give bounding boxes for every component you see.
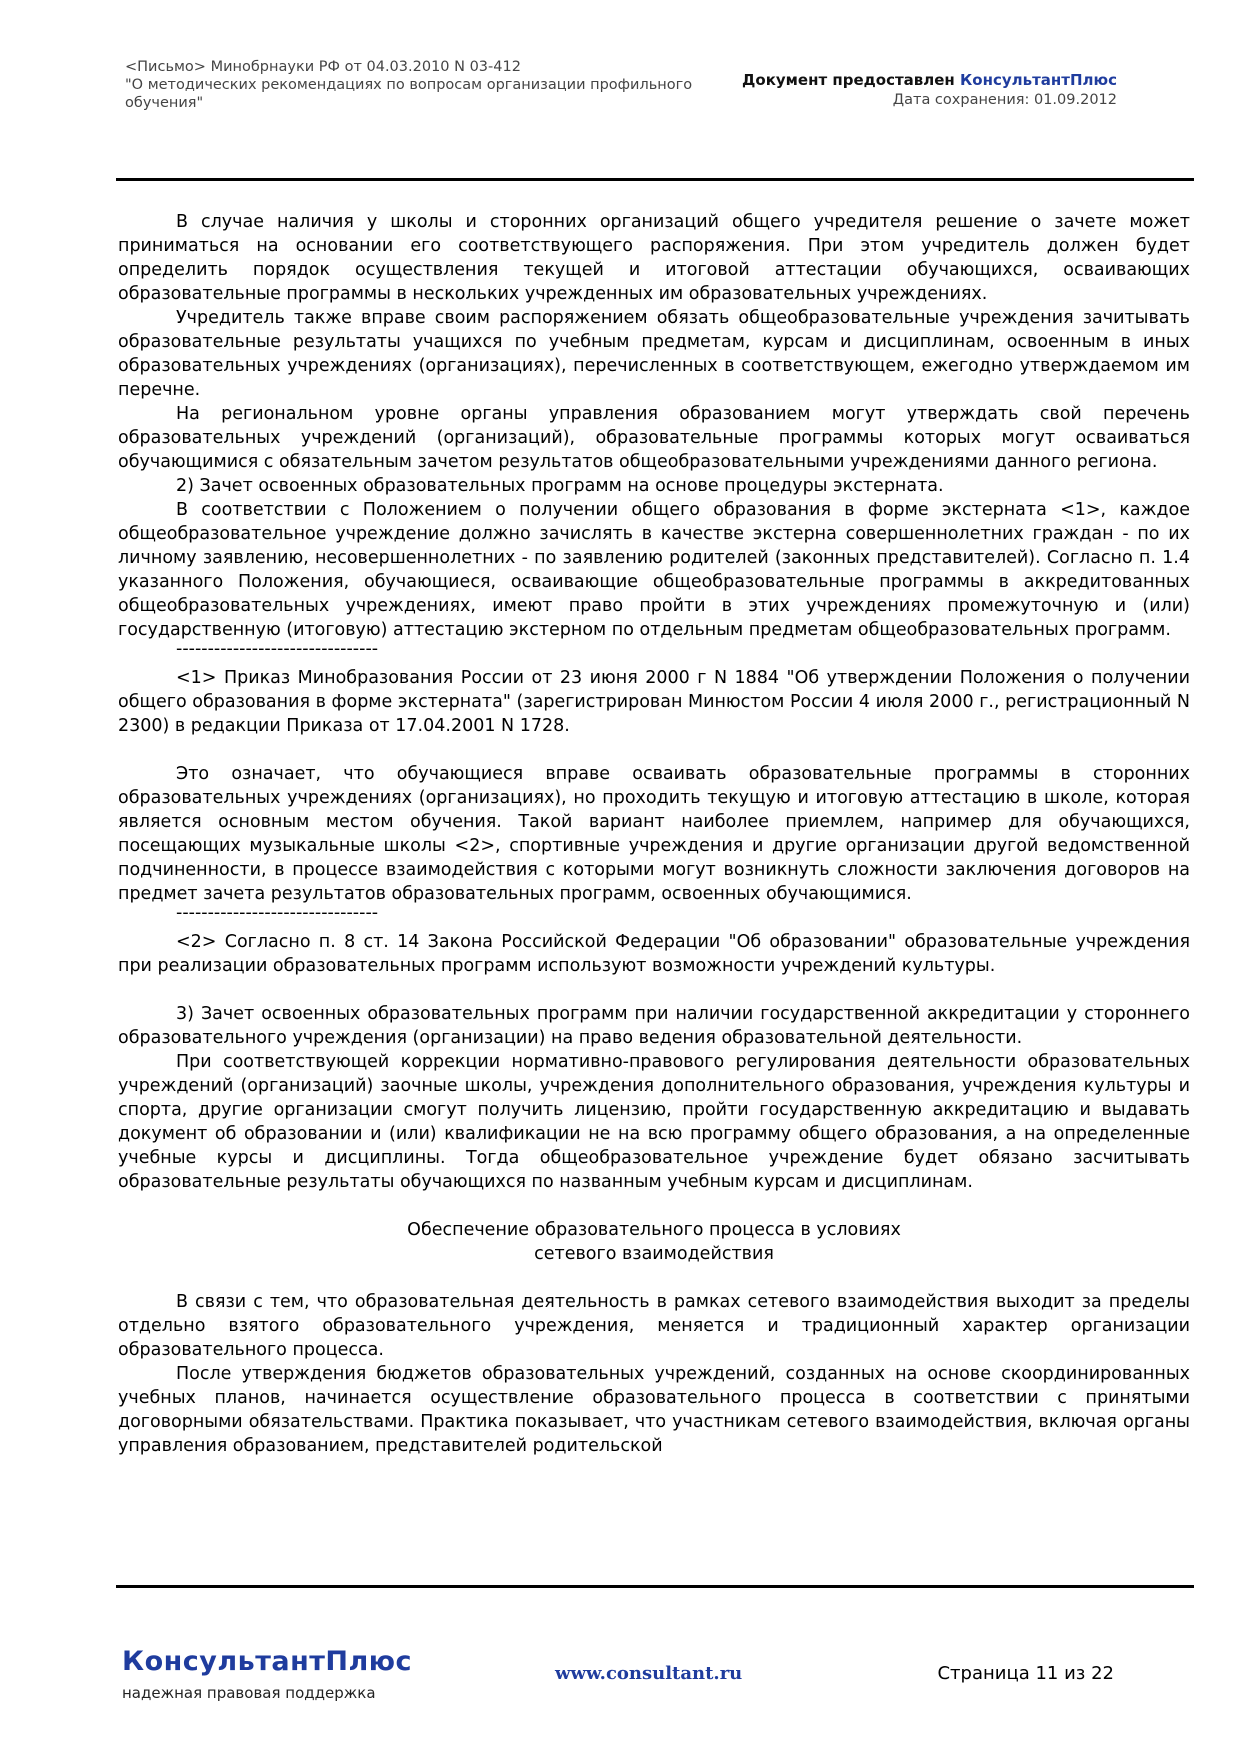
website-link[interactable]: www.consultant.ru <box>555 1663 743 1684</box>
document-title-line: "О методических рекомендациях по вопросам организации профильного <box>125 77 693 93</box>
footnote-separator: -------------------------------- <box>176 639 379 659</box>
paragraph: В связи с тем, что образовательная деятельность в рамках сетевого взаимодействия выходит за пределы отдельно взятого образовательного учреждения, меняется и традиционный характер организации образовательного процесса. <box>118 1292 1190 1360</box>
footnote: <2> Согласно п. 8 ст. 14 Закона Российской Федерации "Об образовании" образовательные учреждения при реализации образовательных программ используют возможности учреждений культуры. <box>118 932 1190 976</box>
header-divider <box>116 178 1194 181</box>
page-number: Страница 11 из 22 <box>937 1663 1114 1684</box>
consultant-logo: КонсультантПлюс <box>122 1646 413 1677</box>
document-title-line: обучения" <box>125 95 204 111</box>
paragraph: После утверждения бюджетов образовательных учреждений, созданных на основе скоординированных учебных планов, начинается осуществление образовательного процесса в соответствии с принятыми договорными обязательствами. Практика показывает, что участникам сетевого взаимодействия, включая органы управления образованием, представителей родительской <box>118 1364 1190 1456</box>
document-title <box>125 58 725 112</box>
paragraph: Это означает, что обучающиеся вправе осваивать образовательные программы в сторонних образовательных учреждениях (организациях), но проходить текущую и итоговую аттестацию в школе, которая является основным местом обучения. Такой вариант наиболее приемлем, например для обучающихся, посещающих музыкальные школы <2>, спортивные учреждения и другие организации другой ведомственной подчиненности, в процессе взаимодействия с которыми могут возникнуть сложности заключения договоров на предмет зачета результатов образовательных программ, освоенных обучающимися. <box>118 764 1190 904</box>
paragraph: На региональном уровне органы управления образованием могут утверждать свой перечень образовательных учреждений (организаций), образовательные программы которых могут осваиваться обучающимися с обязательным зачетом результатов общеобразовательными учреждениями данного региона. <box>118 404 1190 472</box>
paragraph: В соответствии с Положением о получении общего образования в форме экстерната <1>, каждое общеобразовательное учреждение должно зачислять в качестве экстерна совершеннолетних граждан - по их личному заявлению, несовершеннолетних - по заявлению родителей (законных представителей). Согласно п. 1.4 указанного Положения, обучающиеся, осваивающие общеобразовательные программы в аккредитованных общеобразовательных учреждениях, имеют право пройти в этих учреждениях промежуточную и (или) государственную (итоговую) аттестацию экстерном по отдельным предметам общеобразовательных программ. <box>118 500 1190 640</box>
document-title-line: <Письмо> Минобрнауки РФ от 04.03.2010 N 03-412 <box>125 59 521 75</box>
section-heading: сетевого взаимодействия <box>534 1244 774 1264</box>
footnote: <1> Приказ Минобразования России от 23 июня 2000 г N 1884 "Об утверждении Положения о получении общего образования в форме экстерната" (зарегистрирован Минюстом России 4 июля 2000 г., регистрационный N 2300) в редакции Приказа от 17.04.2001 N 1728. <box>118 668 1190 736</box>
paragraph: При соответствующей коррекции нормативно-правового регулирования деятельности образовательных учреждений (организаций) заочные школы, учреждения дополнительного образования, учреждения культуры и спорта, другие организации смогут получить лицензию, пройти государственную аккредитацию и выдавать документ об образовании и (или) квалификации не на всю программу общего образования, а на определенные учебные курсы и дисциплины. Тогда общеобразовательное учреждение будет обязано засчитывать образовательные результаты обучающихся по названным учебным курсам и дисциплинам. <box>118 1052 1190 1192</box>
provided-by-block <box>742 70 1117 110</box>
footer-divider <box>116 1585 1194 1588</box>
paragraph: Учредитель также вправе своим распоряжением обязать общеобразовательные учреждения зачитывать образовательные результаты учащихся по учебным предметам, курсам и дисциплинам, освоенным в иных образовательных учреждениях (организациях), перечисленных в соответствующем, ежегодно утверждаемом им перечне. <box>118 308 1190 400</box>
document-body <box>118 210 1190 1458</box>
save-date: Дата сохранения: 01.09.2012 <box>892 92 1117 108</box>
provided-by-label: Документ предоставлен <box>742 71 961 89</box>
section-heading: Обеспечение образовательного процесса в условиях <box>407 1220 901 1240</box>
logo-tagline: надежная правовая поддержка <box>122 1684 376 1702</box>
paragraph: 2) Зачет освоенных образовательных программ на основе процедуры экстерната. <box>176 476 944 496</box>
footnote-separator: -------------------------------- <box>176 903 379 923</box>
paragraph: В случае наличия у школы и сторонних организаций общего учредителя решение о зачете может приниматься на основании его соответствующего распоряжения. При этом учредитель должен будет определить порядок осуществления текущей и итоговой аттестации обучающихся, осваивающих образовательные программы в нескольких учрежденных им образовательных учреждениях. <box>118 212 1190 304</box>
paragraph: 3) Зачет освоенных образовательных программ при наличии государственной аккредитации у стороннего образовательного учреждения (организации) на право ведения образовательной деятельности. <box>118 1004 1190 1048</box>
provided-by-brand-link[interactable]: КонсультантПлюс <box>960 71 1117 89</box>
